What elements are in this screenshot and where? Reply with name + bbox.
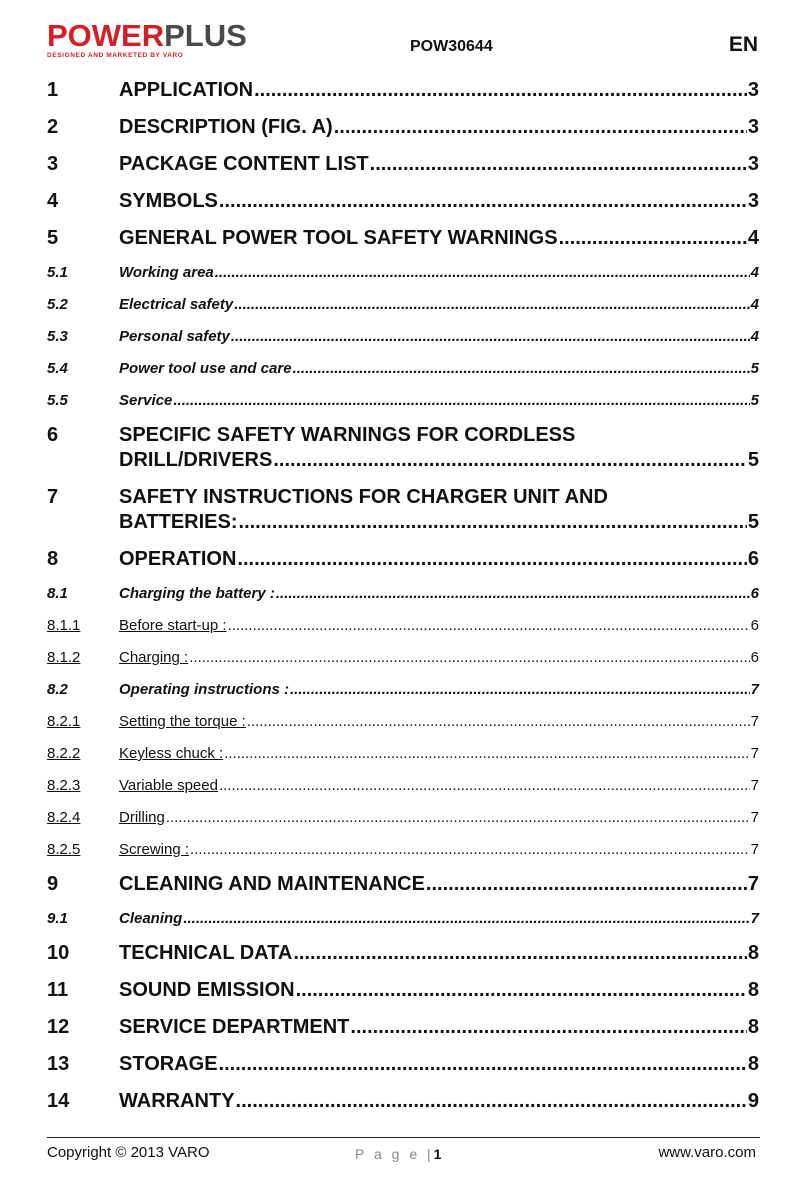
toc-page: 7 (750, 809, 759, 826)
toc-title: APPLICATION (119, 79, 254, 101)
toc-entry[interactable] (47, 220, 759, 257)
toc-page: 4 (750, 328, 759, 345)
toc-entry[interactable] (47, 353, 759, 385)
toc-title: Cleaning (119, 910, 183, 927)
toc-leader (219, 770, 750, 802)
toc-entry[interactable] (47, 972, 759, 1009)
page-separator: | (427, 1146, 434, 1162)
toc-leader (334, 109, 747, 146)
toc-title-line2: BATTERIES: (119, 511, 238, 533)
toc-page: 3 (747, 79, 759, 101)
toc-number: 2 (47, 116, 59, 138)
toc-title: Power tool use and care (119, 360, 292, 377)
toc-page: 7 (750, 910, 759, 927)
toc-entry[interactable] (47, 610, 759, 642)
toc-number: 11 (47, 979, 69, 1001)
toc-entry[interactable] (47, 903, 759, 935)
toc-title: WARRANTY (119, 1090, 235, 1112)
toc-title: Charging the battery : (119, 585, 275, 602)
toc-page: 5 (747, 511, 759, 533)
toc-leader (370, 146, 747, 183)
toc-entry[interactable] (47, 738, 759, 770)
toc-title: CLEANING AND MAINTENANCE (119, 873, 425, 895)
toc-leader (559, 220, 747, 257)
toc-page: 5 (747, 449, 759, 471)
toc-title: Before start-up : (119, 617, 227, 634)
toc-page: 5 (750, 392, 759, 409)
toc-title: Setting the torque : (119, 713, 246, 730)
toc-number: 8.1.1 (47, 617, 81, 634)
toc-entry[interactable] (47, 706, 759, 738)
toc-page: 5 (750, 360, 759, 377)
toc-leader (237, 541, 746, 578)
toc-leader (247, 706, 750, 738)
toc-page: 8 (747, 1016, 759, 1038)
toc-number: 5.5 (47, 392, 68, 409)
toc-leader (426, 866, 747, 903)
logo-tagline: DESIGNED AND MARKETED BY VARO (47, 52, 184, 59)
toc-entry[interactable] (47, 72, 759, 109)
toc-title: Personal safety (119, 328, 230, 345)
toc-leader (293, 353, 750, 385)
toc-leader (219, 183, 747, 220)
toc-leader (190, 834, 750, 866)
toc-title: SOUND EMISSION (119, 979, 295, 1001)
toc-leader (228, 610, 750, 642)
toc-leader (183, 903, 749, 935)
toc-leader (173, 385, 749, 417)
toc-entry[interactable] (47, 183, 759, 220)
toc-page: 7 (750, 777, 759, 794)
toc-number: 3 (47, 153, 59, 175)
toc-leader (350, 1009, 746, 1046)
toc-title: OPERATION (119, 548, 237, 570)
toc-title: Service (119, 392, 173, 409)
toc-title: SYMBOLS (119, 190, 218, 212)
toc-number: 8.2.2 (47, 745, 81, 762)
toc-leader (293, 935, 747, 972)
toc-entry[interactable] (47, 802, 759, 834)
toc-entry[interactable] (47, 674, 759, 706)
toc-leader (231, 321, 750, 353)
toc-page: 9 (747, 1090, 759, 1112)
toc-number: 8.2.3 (47, 777, 81, 794)
toc-leader (236, 1083, 747, 1120)
toc-number: 9 (47, 873, 59, 895)
toc-entry[interactable] (47, 257, 759, 289)
toc-page: 7 (750, 745, 759, 762)
toc-title: TECHNICAL DATA (119, 942, 293, 964)
copyright-text: Copyright © 2013 VARO (47, 1144, 210, 1161)
toc-number: 5.2 (47, 296, 68, 313)
toc-page: 3 (747, 116, 759, 138)
toc-entry[interactable] (47, 642, 759, 674)
toc-number: 7 (47, 486, 59, 508)
toc-number: 12 (47, 1016, 70, 1038)
toc-entry[interactable] (47, 417, 759, 479)
toc-title: STORAGE (119, 1053, 218, 1075)
toc-number: 5.4 (47, 360, 68, 377)
toc-page: 6 (750, 617, 759, 634)
toc-page: 6 (750, 585, 759, 602)
toc-title: Drilling (119, 809, 165, 826)
toc-title: Keyless chuck : (119, 745, 224, 762)
toc-leader (290, 674, 750, 706)
toc-number: 9.1 (47, 910, 68, 927)
toc-page: 8 (747, 1053, 759, 1075)
toc-title: Working area (119, 264, 214, 281)
toc-title: Variable speed (119, 777, 218, 794)
logo-wordmark: POWERPLUS (47, 18, 247, 53)
toc-entry[interactable] (47, 289, 759, 321)
powerplus-logo (47, 20, 247, 59)
toc-title: Electrical safety (119, 296, 234, 313)
toc-number: 10 (47, 942, 70, 964)
toc-page: 8 (747, 942, 759, 964)
toc-number: 8.2.1 (47, 713, 81, 730)
toc-entry[interactable] (47, 385, 759, 417)
website-link[interactable]: www.varo.com (658, 1144, 756, 1161)
toc-page: 7 (750, 681, 759, 698)
toc-number: 4 (47, 190, 59, 212)
model-number: POW30644 (410, 38, 493, 55)
toc-number: 13 (47, 1053, 70, 1075)
toc-leader (166, 802, 750, 834)
toc-page: 7 (750, 841, 759, 858)
toc-number: 8.2 (47, 681, 68, 698)
toc-number: 5.3 (47, 328, 68, 345)
toc-leader (215, 257, 750, 289)
toc-entry[interactable] (47, 770, 759, 802)
toc-title: DESCRIPTION (FIG. A) (119, 116, 333, 138)
toc-leader (219, 1046, 747, 1083)
toc-page: 3 (747, 153, 759, 175)
toc-title: Screwing : (119, 841, 190, 858)
toc-number: 8.2.4 (47, 809, 81, 826)
toc-number: 8.1 (47, 585, 68, 602)
toc-title: SERVICE DEPARTMENT (119, 1016, 350, 1038)
toc-page: 4 (750, 296, 759, 313)
toc-entry[interactable] (47, 479, 759, 541)
toc-entry[interactable] (47, 1046, 759, 1083)
toc-title: PACKAGE CONTENT LIST (119, 153, 369, 175)
toc-page: 7 (750, 713, 759, 730)
toc-entry[interactable] (47, 866, 759, 903)
toc-leader (254, 72, 747, 109)
toc-title-line1: SPECIFIC SAFETY WARNINGS FOR CORDLESS (119, 424, 576, 446)
toc-number: 6 (47, 424, 59, 446)
table-of-contents (47, 72, 759, 1120)
toc-entry[interactable] (47, 1009, 759, 1046)
toc-entry[interactable] (47, 935, 759, 972)
toc-entry[interactable] (47, 1083, 759, 1120)
toc-number: 1 (47, 79, 59, 101)
page-number: 1 (433, 1146, 442, 1162)
page-header (47, 20, 760, 60)
toc-entry[interactable] (47, 578, 759, 610)
toc-number: 8 (47, 548, 59, 570)
toc-leader (239, 510, 747, 535)
toc-entry[interactable] (47, 146, 759, 183)
toc-leader (189, 642, 749, 674)
toc-number: 5 (47, 227, 59, 249)
toc-page: 3 (747, 190, 759, 212)
toc-leader (296, 972, 747, 1009)
page-label: P a g e (355, 1146, 421, 1162)
toc-entry[interactable] (47, 109, 759, 146)
toc-leader (273, 448, 747, 473)
toc-title-line1: SAFETY INSTRUCTIONS FOR CHARGER UNIT AND (119, 486, 608, 508)
toc-title: Operating instructions : (119, 681, 290, 698)
toc-page: 8 (747, 979, 759, 1001)
toc-page: 4 (750, 264, 759, 281)
toc-number: 5.1 (47, 264, 68, 281)
toc-entry[interactable] (47, 321, 759, 353)
toc-leader (224, 738, 749, 770)
toc-number: 8.2.5 (47, 841, 81, 858)
toc-page: 6 (750, 649, 759, 666)
toc-title-line2: DRILL/DRIVERS (119, 449, 273, 471)
toc-page: 4 (747, 227, 759, 249)
language-code: EN (728, 33, 758, 56)
toc-title: GENERAL POWER TOOL SAFETY WARNINGS (119, 227, 558, 249)
toc-entry[interactable] (47, 834, 759, 866)
toc-entry[interactable] (47, 541, 759, 578)
toc-number: 8.1.2 (47, 649, 81, 666)
page-footer (47, 1137, 760, 1162)
toc-page: 7 (747, 873, 759, 895)
toc-leader (234, 289, 749, 321)
toc-leader (276, 578, 750, 610)
toc-title: Charging : (119, 649, 189, 666)
page-indicator (355, 1146, 441, 1162)
toc-page: 6 (747, 548, 759, 570)
toc-number: 14 (47, 1090, 70, 1112)
